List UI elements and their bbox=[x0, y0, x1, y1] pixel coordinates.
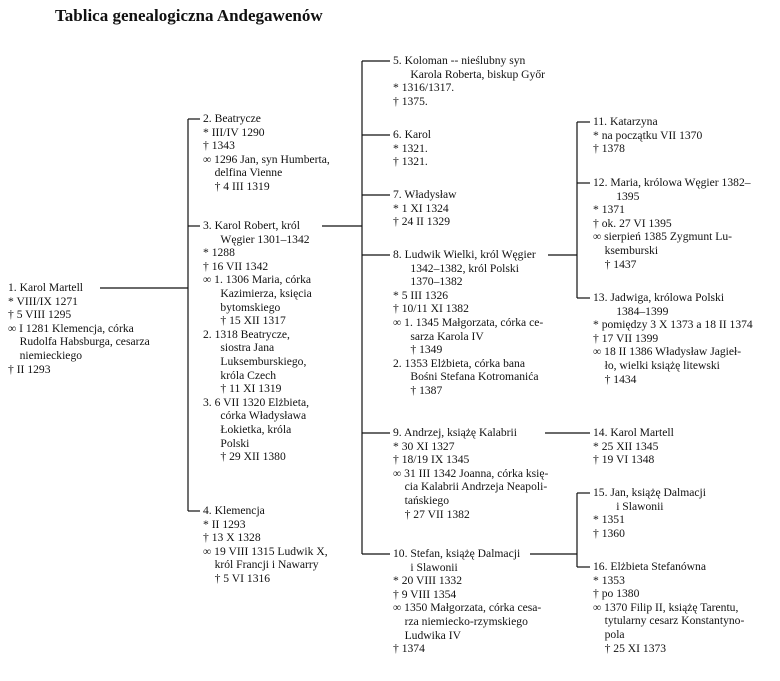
person-detail-line: Kazimierza, księcia bbox=[203, 286, 312, 300]
person-detail-line: † 15 XII 1317 bbox=[203, 314, 286, 328]
person-detail-line: * VIII/IX 1271 bbox=[8, 294, 78, 308]
person-detail-line: pola bbox=[593, 627, 625, 641]
person-wladyslaw bbox=[393, 188, 457, 229]
person-detail-line: 1384–1399 bbox=[593, 304, 669, 318]
person-detail-line: † II 1293 bbox=[8, 362, 51, 376]
person-stefan bbox=[393, 547, 541, 656]
person-detail-line: ksemburski bbox=[593, 243, 659, 257]
person-detail-line: * 5 III 1326 bbox=[393, 288, 449, 302]
person-name: 2. Beatrycze bbox=[203, 112, 261, 125]
person-detail-line: ∞ I 1281 Klemencja, córka bbox=[8, 321, 134, 335]
person-detail-line: Łokietka, króla bbox=[203, 422, 292, 436]
person-detail-line: 2. 1318 Beatrycze, bbox=[203, 327, 290, 341]
person-maria bbox=[593, 176, 751, 271]
person-elzbieta-stefanowna bbox=[593, 560, 744, 655]
person-detail-line: delfina Vienne bbox=[203, 166, 283, 180]
person-detail-line: Bośni Stefana Kotromanića bbox=[393, 370, 539, 384]
person-name: 8. Ludwik Wielki, król Węgier bbox=[393, 248, 536, 261]
person-detail-line: * 1351 bbox=[593, 513, 625, 527]
person-detail-line: † 5 VIII 1295 bbox=[8, 308, 72, 322]
person-name: 4. Klemencja bbox=[203, 504, 265, 517]
person-detail-line: † 19 VI 1348 bbox=[593, 453, 655, 467]
person-detail-line: † 1349 bbox=[393, 343, 443, 357]
page-title: Tablica genealogiczna Andegawenów bbox=[55, 6, 323, 25]
person-name: 12. Maria, królowa Węgier 1382– bbox=[593, 176, 751, 189]
person-detail-line: * 1321. bbox=[393, 141, 428, 155]
person-detail-line: ∞ 1296 Jan, syn Humberta, bbox=[203, 152, 330, 166]
person-detail-line: i Slawonii bbox=[393, 560, 458, 574]
person-detail-line: ∞ 1. 1306 Maria, córka bbox=[203, 273, 312, 287]
person-detail-line: król Francji i Nawarry bbox=[203, 558, 319, 572]
person-detail-line: Węgier 1301–1342 bbox=[203, 232, 310, 246]
person-detail-line: 1370–1382 bbox=[393, 275, 463, 289]
person-detail-line: † 1387 bbox=[393, 383, 443, 397]
person-detail-line: tańskiego bbox=[393, 493, 450, 507]
person-beatrycze bbox=[203, 112, 330, 194]
person-name: 5. Koloman -- nieślubny syn bbox=[393, 54, 526, 67]
person-detail-line: * 1371 bbox=[593, 203, 625, 217]
person-detail-line: ∞ 19 VIII 1315 Ludwik X, bbox=[203, 544, 328, 558]
person-name: 14. Karol Martell bbox=[593, 426, 674, 439]
person-detail-line: * 1316/1317. bbox=[393, 81, 455, 95]
person-detail-line: 3. 6 VII 1320 Elżbieta, bbox=[203, 395, 310, 409]
person-detail-line: ło, wielki książę litewski bbox=[593, 358, 720, 372]
person-karol bbox=[393, 128, 431, 169]
person-detail-line: † 18/19 IX 1345 bbox=[393, 453, 470, 467]
person-detail-line: † 24 II 1329 bbox=[393, 215, 450, 229]
person-detail-line: i Slawonii bbox=[593, 499, 664, 513]
person-detail-line: * 1288 bbox=[203, 246, 235, 260]
person-jan bbox=[593, 486, 706, 540]
person-detail-line: ∞ 18 II 1386 Władysław Jagieł- bbox=[593, 345, 742, 359]
person-detail-line: † 10/11 XI 1382 bbox=[393, 302, 469, 316]
person-detail-line: * 25 XII 1345 bbox=[593, 439, 659, 453]
person-detail-line: Polski bbox=[203, 436, 250, 450]
person-detail-line: siostra Jana bbox=[203, 341, 275, 355]
person-name: 9. Andrzej, książę Kalabrii bbox=[393, 426, 517, 439]
person-detail-line: sarza Karola IV bbox=[393, 329, 484, 343]
person-detail-line: † 1374 bbox=[393, 642, 425, 656]
person-detail-line: ∞ 1350 Małgorzata, córka cesa- bbox=[393, 601, 542, 615]
person-detail-line: córka Władysława bbox=[203, 409, 307, 423]
person-detail-line: † 27 VII 1382 bbox=[393, 507, 470, 521]
person-detail-line: ∞ 1370 Filip II, książę Tarentu, bbox=[593, 600, 739, 614]
person-detail-line: króla Czech bbox=[203, 368, 277, 382]
person-detail-line: † 1437 bbox=[593, 257, 637, 271]
person-detail-line: † 1360 bbox=[593, 526, 625, 540]
person-karol-robert bbox=[203, 219, 312, 464]
person-detail-line: † 5 VI 1316 bbox=[203, 571, 271, 585]
person-detail-line: * na początku VII 1370 bbox=[593, 128, 703, 142]
person-detail-line: † ok. 27 VI 1395 bbox=[593, 216, 672, 230]
person-jadwiga bbox=[593, 291, 753, 386]
person-detail-line: † 1434 bbox=[593, 372, 637, 386]
person-name: 13. Jadwiga, królowa Polski bbox=[593, 291, 725, 304]
person-detail-line: ∞ sierpień 1385 Zygmunt Lu- bbox=[593, 230, 732, 244]
person-detail-line: Rudolfa Habsburga, cesarza bbox=[8, 335, 150, 349]
person-detail-line: † 1343 bbox=[203, 139, 235, 153]
person-name: 1. Karol Martell bbox=[8, 281, 84, 294]
person-klemencja bbox=[203, 504, 328, 586]
person-name: 11. Katarzyna bbox=[593, 115, 658, 128]
person-karol-martell-junior bbox=[593, 426, 674, 467]
person-detail-line: * 20 VIII 1332 bbox=[393, 574, 463, 588]
person-katarzyna bbox=[593, 115, 702, 156]
person-detail-line: rza niemiecko-rzymskiego bbox=[393, 614, 528, 628]
person-detail-line: † 25 XI 1373 bbox=[593, 641, 667, 655]
person-karol-martell bbox=[8, 281, 150, 376]
person-detail-line: † 1378 bbox=[593, 142, 625, 156]
person-detail-line: bytomskiego bbox=[203, 300, 281, 314]
person-detail-line: Ludwika IV bbox=[393, 628, 461, 642]
person-detail-line: * III/IV 1290 bbox=[203, 125, 265, 139]
person-detail-line: ∞ 31 III 1342 Joanna, córka księ- bbox=[393, 466, 549, 480]
person-detail-line: Karola Roberta, biskup Győr bbox=[393, 67, 545, 81]
person-detail-line: Luksemburskiego, bbox=[203, 354, 307, 368]
person-detail-line: † 13 X 1328 bbox=[203, 531, 261, 545]
person-detail-line: † 11 XI 1319 bbox=[203, 382, 282, 396]
person-detail-line: ∞ 1. 1345 Małgorzata, córka ce- bbox=[393, 315, 544, 329]
person-detail-line: * II 1293 bbox=[203, 517, 246, 531]
person-detail-line: † 17 VII 1399 bbox=[593, 331, 659, 345]
person-detail-line: * 30 XI 1327 bbox=[393, 439, 455, 453]
person-detail-line: niemieckiego bbox=[8, 348, 83, 362]
person-detail-line: † 1321. bbox=[393, 155, 428, 169]
person-detail-line: † 16 VII 1342 bbox=[203, 259, 269, 273]
person-name: 3. Karol Robert, król bbox=[203, 219, 300, 232]
person-detail-line: † 1375. bbox=[393, 94, 428, 108]
person-detail-line: cia Kalabrii Andrzeja Neapoli- bbox=[393, 480, 548, 494]
person-detail-line: * 1353 bbox=[593, 573, 625, 587]
person-detail-line: tytularny cesarz Konstantyno- bbox=[593, 614, 745, 628]
person-detail-line: * pomiędzy 3 X 1373 a 18 II 1374 bbox=[593, 318, 753, 332]
person-detail-line: † 29 XII 1380 bbox=[203, 450, 286, 464]
person-detail-line: † 9 VIII 1354 bbox=[393, 587, 457, 601]
person-detail-line: 1342–1382, król Polski bbox=[393, 261, 519, 275]
person-name: 16. Elżbieta Stefanówna bbox=[593, 560, 706, 573]
person-detail-line: † 4 III 1319 bbox=[203, 179, 270, 193]
person-name: 15. Jan, książę Dalmacji bbox=[593, 486, 706, 499]
person-detail-line: † po 1380 bbox=[593, 587, 640, 601]
person-name: 7. Władysław bbox=[393, 188, 457, 201]
person-detail-line: 2. 1353 Elżbieta, córka bana bbox=[393, 356, 525, 370]
person-name: 6. Karol bbox=[393, 128, 431, 141]
person-detail-line: * 1 XI 1324 bbox=[393, 201, 449, 215]
person-ludwik-wielki bbox=[393, 248, 543, 398]
person-andrzej bbox=[393, 426, 548, 521]
person-name: 10. Stefan, książę Dalmacji bbox=[393, 547, 521, 560]
person-koloman bbox=[393, 54, 545, 108]
person-detail-line: 1395 bbox=[593, 189, 640, 203]
